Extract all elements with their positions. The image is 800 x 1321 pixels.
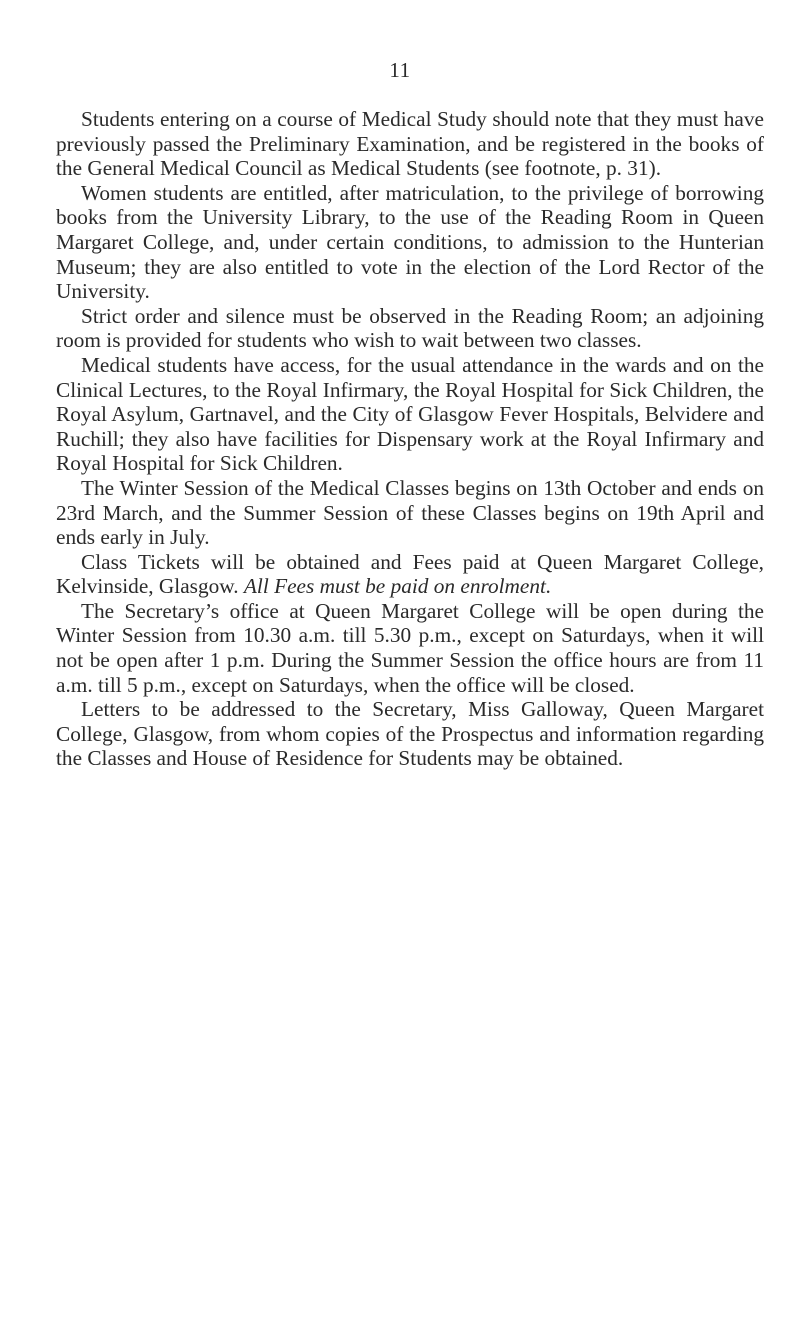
paragraph-reading-room-rules — [56, 304, 764, 353]
paragraph-text: Women students are entitled, after matriculation, to the privilege of borrowing books from the University Library, to the use of the Reading Room in Queen Margaret College, and, under certain conditions, to admission to the Hunterian Museum; they are also entitled to vote in the election of the Lord Rector of the University. — [56, 180, 764, 304]
paragraph-class-tickets-fees — [56, 550, 764, 599]
paragraph-medical-study-requirements — [56, 107, 764, 181]
body-text — [56, 107, 764, 771]
paragraph-session-dates — [56, 476, 764, 550]
paragraph-text: Class Tickets will be obtained and Fees paid at Queen Margaret College, Kelvinside, Glasgow. — [56, 549, 764, 599]
paragraph-text: Medical students have access, for the usual attendance in the wards and on the Clinical Lectures, to the Royal Infirmary, the Royal Hospital for Sick Children, the Royal Asylum, Gartnavel, and the City of Glasgow Fever Hospitals, Belvidere and Ruchill; they also have facilities for Dispensary work at the Royal Infirmary and Royal Hospital for Sick Children. — [56, 352, 764, 476]
paragraph-office-hours — [56, 599, 764, 697]
paragraph-text: The Secretary’s office at Queen Margaret College will be open during the Winter Session from 10.30 a.m. till 5.30 p.m., except on Saturdays, when it will not be open after 1 p.m. During the Summer Session the office hours are from 11 a.m. till 5 p.m., except on Saturdays, when the office will be closed. — [56, 598, 764, 697]
paragraph-women-students-privileges — [56, 181, 764, 304]
paragraph-hospital-access — [56, 353, 764, 476]
paragraph-text: Strict order and silence must be observed in the Reading Room; an adjoining room is provided for students who wish to wait between two classes. — [56, 303, 764, 353]
paragraph-text: Letters to be addressed to the Secretary, Miss Galloway, Queen Margaret College, Glasgow, from whom copies of the Prospectus and information regarding the Classes and House of Residence for Students may be obtained. — [56, 697, 764, 771]
paragraph-text: Students entering on a course of Medical Study should note that they must have previously passed the Preliminary Examination, and be registered in the books of the General Medical Council as Medical Students (see footnote, p. 31). — [56, 107, 764, 181]
page-number: 11 — [389, 58, 411, 82]
paragraph-text: The Winter Session of the Medical Classes begins on 13th October and ends on 23rd March, and the Summer Session of these Classes begins on 19th April and ends early in July. — [56, 475, 764, 550]
fees-notice-emphasis: All Fees must be paid on enrolment. — [243, 574, 552, 599]
paragraph-letters-address — [56, 697, 764, 771]
